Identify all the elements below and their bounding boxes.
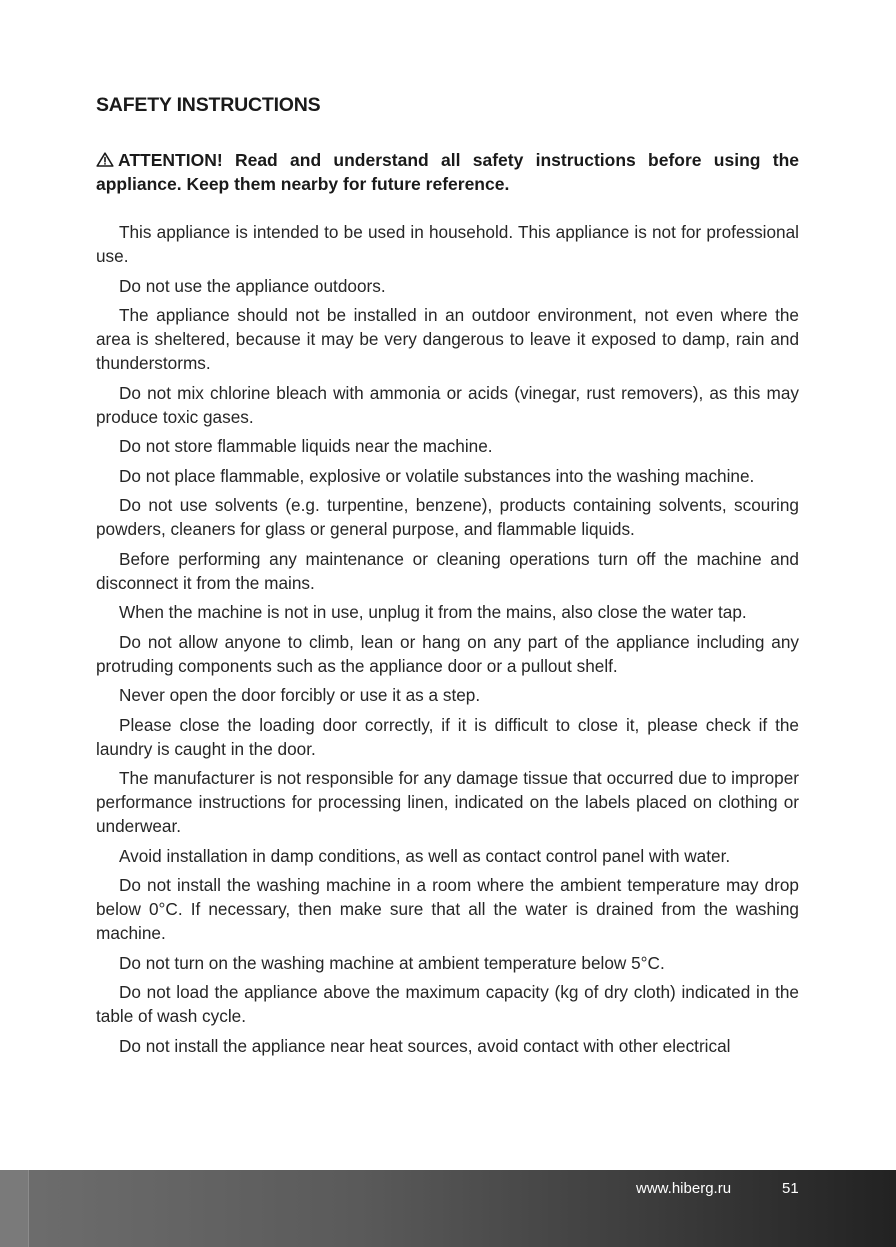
paragraph: Do not mix chlorine bleach with ammonia or acids (vinegar, rust removers), as this may produce toxic gases. (96, 382, 799, 427)
paragraph: The manufacturer is not responsible for any damage tissue that occurred due to improper performance instructions for processing linen, indicated on the labels placed on clothing or underwear. (96, 768, 799, 836)
page-content (96, 92, 799, 1063)
paragraph: Do not store flammable liquids near the machine. (119, 436, 493, 456)
paragraph: Avoid installation in damp conditions, as well as contact control panel with water. (119, 845, 731, 866)
paragraph: Do not place flammable, explosive or volatile substances into the washing machine. (119, 465, 755, 486)
paragraph: Do not allow anyone to climb, lean or hang on any part of the appliance including any protruding components such as the appliance door or a pullout shelf. (96, 631, 799, 676)
paragraph: This appliance is intended to be used in household. This appliance is not for professional use. (96, 222, 799, 266)
paragraph: Do not use the appliance outdoors. (119, 275, 386, 296)
paragraph: The appliance should not be installed in an outdoor environment, not even where the area is sheltered, because it may be very dangerous to leave it exposed to damp, rain and thunderstorms. (96, 305, 799, 373)
page-title: SAFETY INSTRUCTIONS (96, 94, 321, 116)
paragraph: Do not turn on the washing machine at ambient temperature below 5°C. (119, 952, 665, 973)
page-number: 51 (782, 1180, 799, 1197)
paragraph: Do not use solvents (e.g. turpentine, benzene), products containing solvents, scouring powders, cleaners for glass or general purpose, and flammable liquids. (96, 495, 799, 539)
attention-notice (96, 148, 799, 196)
paragraph: Please close the loading door correctly, if it is difficult to close it, please check if the laundry is caught in the door. (96, 714, 799, 759)
paragraph: Do not install the appliance near heat sources, avoid contact with other electrical (119, 1035, 731, 1056)
warning-triangle-icon (96, 152, 114, 167)
paragraph: Never open the door forcibly or use it as a step. (119, 685, 481, 705)
footer-url-link[interactable]: www.hiberg.ru (636, 1180, 732, 1197)
paragraph: Do not install the washing machine in a room where the ambient temperature may drop below 0°C. If necessary, then make sure that all the water is drained from the washing machine. (96, 875, 799, 943)
paragraph: When the machine is not in use, unplug it from the mains, also close the water tap. (119, 602, 747, 622)
attention-text: ATTENTION! Read and understand all safety instructions before using the appliance. Keep them nearby for future reference. (96, 150, 799, 194)
paragraph: Before performing any maintenance or cleaning operations turn off the machine and disconnect it from the mains. (96, 548, 799, 593)
page-footer (0, 1170, 896, 1247)
footer-stripe (0, 1170, 29, 1247)
paragraph: Do not load the appliance above the maximum capacity (kg of dry cloth) indicated in the table of wash cycle. (96, 982, 799, 1026)
